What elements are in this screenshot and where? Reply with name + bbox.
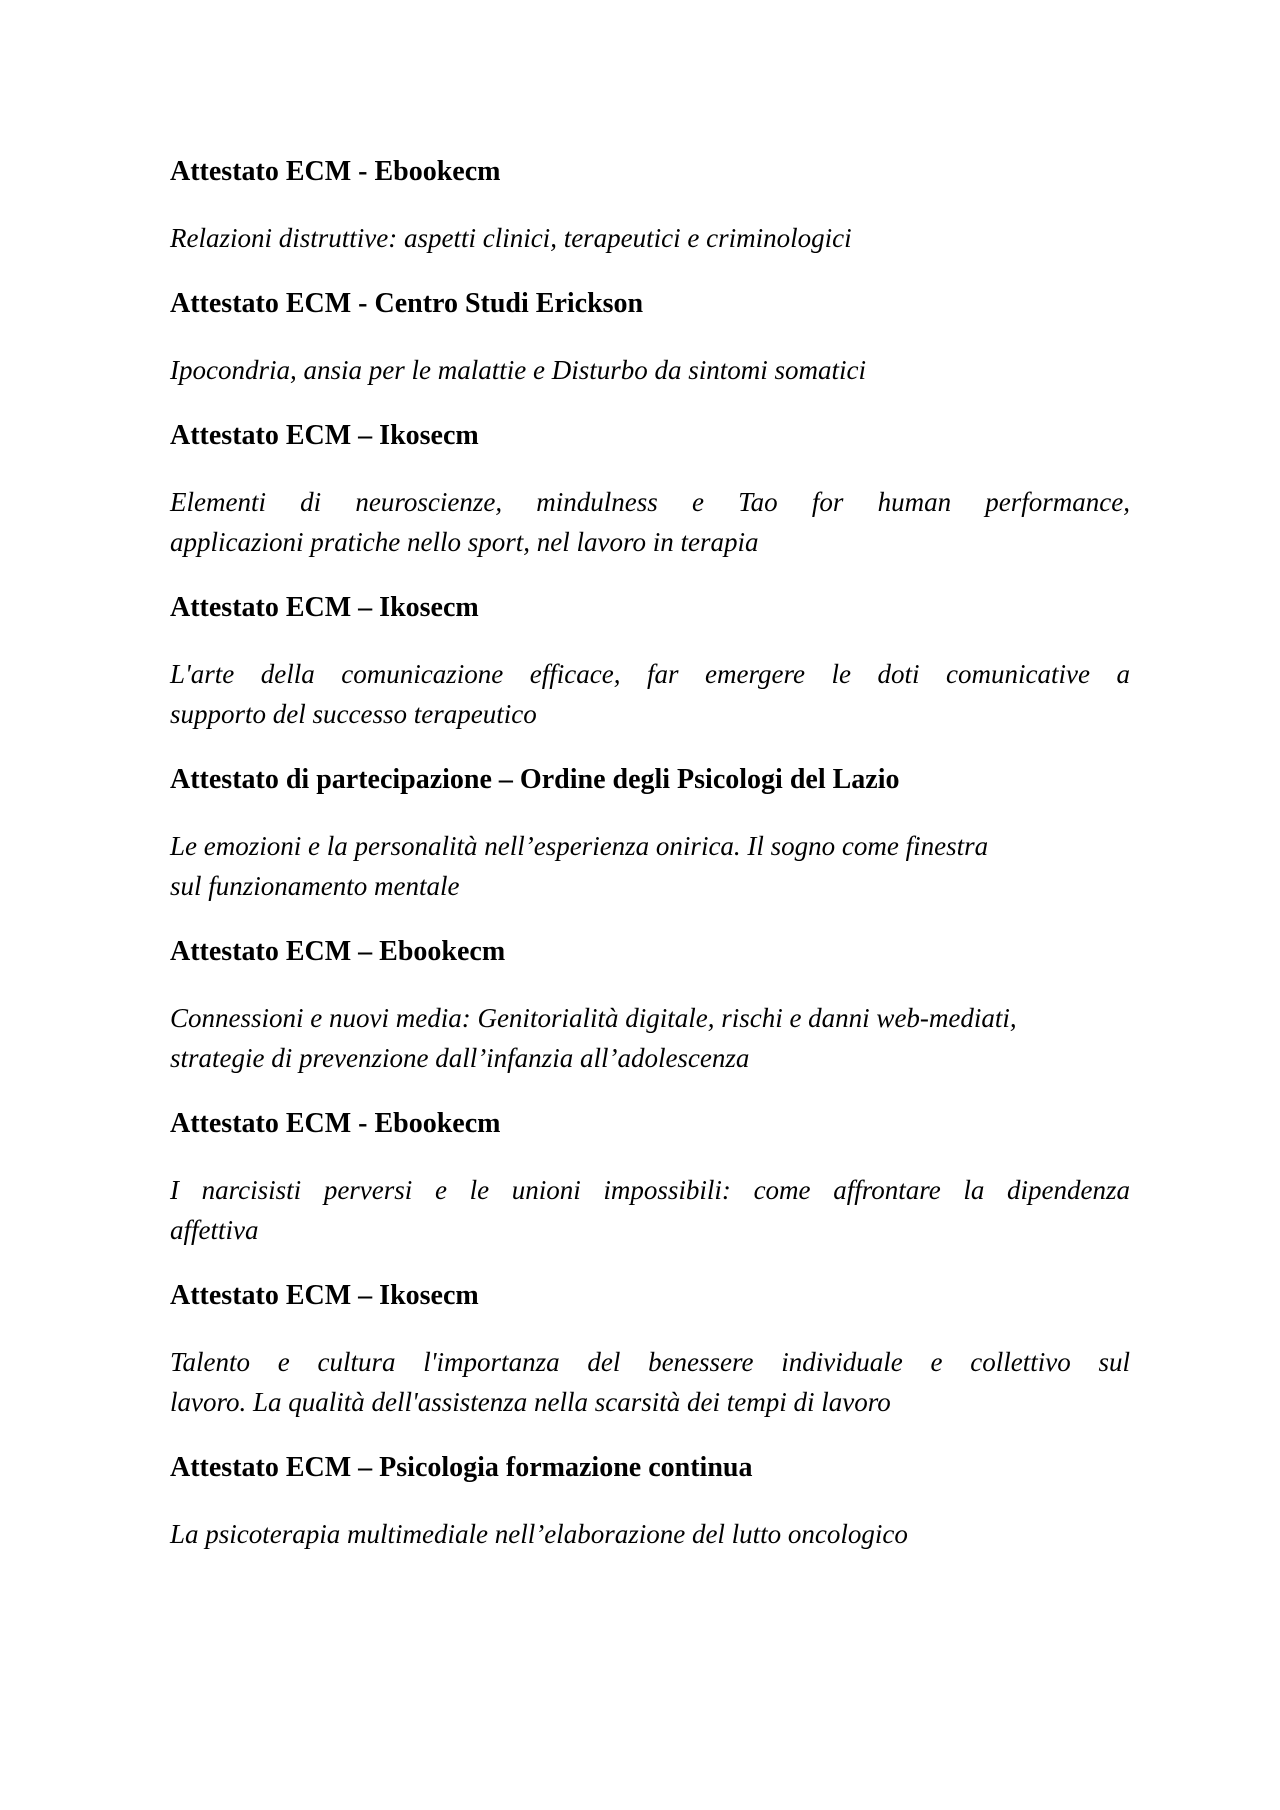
- course-title-line: lavoro. La qualità dell'assistenza nella scarsità dei tempi di lavoro: [170, 1387, 891, 1417]
- certificate-list: [170, 152, 1130, 1580]
- course-title: [170, 482, 1130, 562]
- course-title-line: Ipocondria, ansia per le malattie e Disturbo da sintomi somatici: [170, 355, 866, 385]
- certificate-heading: Attestato ECM – Ebookecm: [170, 936, 506, 967]
- course-title: [170, 998, 1130, 1078]
- certificate-heading: Attestato ECM – Ikosecm: [170, 1280, 479, 1311]
- course-title-line: Talento e cultura l'importanza del benessere individuale e collettivo sul: [170, 1347, 1130, 1377]
- course-title-line: Relazioni distruttive: aspetti clinici, terapeutici e criminologici: [170, 223, 852, 253]
- course-title: [170, 1342, 1130, 1422]
- certificate-heading: Attestato di partecipazione – Ordine degli Psicologi del Lazio: [170, 764, 900, 795]
- course-title-line: Le emozioni e la personalità nell’esperienza onirica. Il sogno come finestra: [170, 831, 989, 861]
- course-title-line: strategie di prevenzione dall’infanzia all’adolescenza: [170, 1043, 750, 1073]
- certificate-heading: Attestato ECM – Ikosecm: [170, 420, 479, 451]
- course-title-line: I narcisisti perversi e le unioni impossibili: come affrontare la dipendenza: [170, 1175, 1130, 1205]
- course-title-line: applicazioni pratiche nello sport, nel lavoro in terapia: [170, 527, 759, 557]
- certificate-heading: Attestato ECM - Ebookecm: [170, 1108, 501, 1139]
- certificate-heading: Attestato ECM – Psicologia formazione continua: [170, 1452, 753, 1483]
- course-title: [170, 1170, 1130, 1250]
- course-title: [170, 826, 1130, 906]
- course-title: [170, 654, 1130, 734]
- certificate-heading: Attestato ECM - Centro Studi Erickson: [170, 288, 644, 319]
- course-title-line: Elementi di neuroscienze, mindulness e Tao for human performance,: [170, 487, 1130, 517]
- course-title: [170, 218, 1130, 258]
- course-title-line: affettiva: [170, 1215, 259, 1245]
- certificate-heading: Attestato ECM - Ebookecm: [170, 156, 501, 187]
- course-title: [170, 350, 1130, 390]
- course-title: [170, 1514, 1130, 1554]
- course-title-line: La psicoterapia multimediale nell’elaborazione del lutto oncologico: [170, 1519, 908, 1549]
- certificate-heading: Attestato ECM – Ikosecm: [170, 592, 479, 623]
- course-title-line: sul funzionamento mentale: [170, 871, 460, 901]
- course-title-line: L'arte della comunicazione efficace, far emergere le doti comunicative a: [170, 659, 1130, 689]
- course-title-line: Connessioni e nuovi media: Genitorialità digitale, rischi e danni web-mediati,: [170, 1003, 1017, 1033]
- course-title-line: supporto del successo terapeutico: [170, 699, 537, 729]
